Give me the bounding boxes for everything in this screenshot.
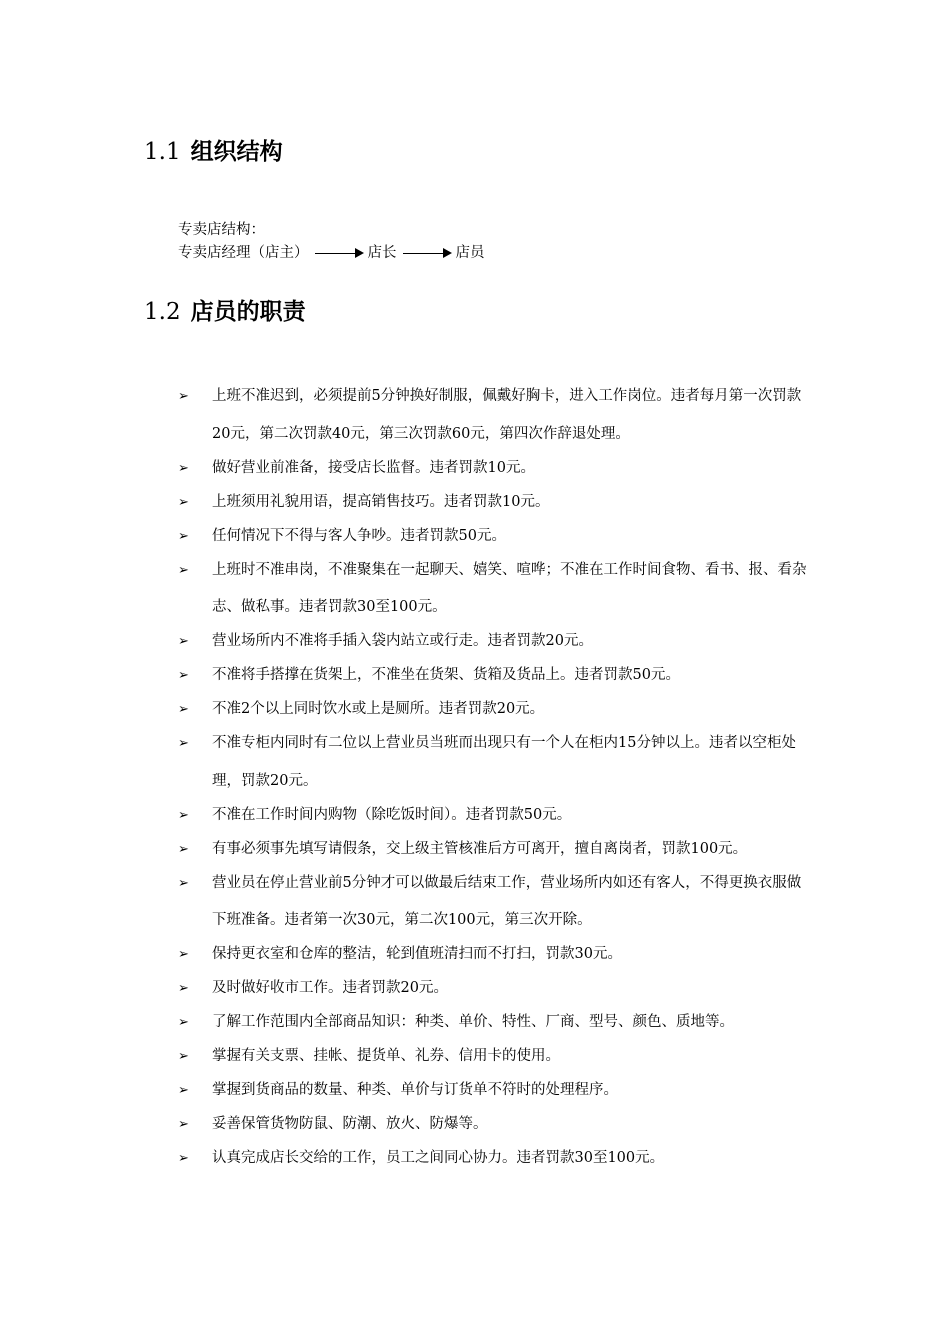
arrow-bullet-icon: ➢ xyxy=(178,875,189,891)
list-item xyxy=(178,1140,810,1178)
arrow-bullet-icon: ➢ xyxy=(178,1083,189,1098)
duty-text: 不准在工作时间内购物（除吃饭时间）。违者罚款50元。 xyxy=(212,806,572,823)
arrow-bullet-icon: ➢ xyxy=(178,947,189,962)
duty-text: 任何情况下不得与客人争吵。违者罚款50元。 xyxy=(212,527,506,544)
duty-text: 认真完成店长交给的工作，员工之间同心协力。违者罚款30至100元。 xyxy=(212,1150,665,1166)
arrow-bullet-icon: ➢ xyxy=(178,460,189,476)
arrow-bullet-icon: ➢ xyxy=(178,668,189,683)
arrow-bullet-icon: ➢ xyxy=(178,494,189,510)
arrow-bullet-icon: ➢ xyxy=(178,562,189,578)
section-heading-org-structure xyxy=(144,138,283,166)
section-number: 1.1 xyxy=(144,139,181,165)
duty-text: 营业员在停止营业前5分钟才可以做最后结束工作，营业场所内如还有客人，不得更换衣服做下班准备。违者第一次30元，第二次100元，第三次开除。 xyxy=(212,874,802,928)
section-number: 1.2 xyxy=(144,299,181,325)
arrow-bullet-icon: ➢ xyxy=(178,1151,189,1166)
duty-text: 及时做好收市工作。违者罚款20元。 xyxy=(212,980,448,996)
arrow-bullet-icon: ➢ xyxy=(178,389,189,404)
arrow-bullet-icon: ➢ xyxy=(178,1117,189,1132)
list-item xyxy=(178,1072,810,1110)
section-title: 店员的职责 xyxy=(190,299,306,325)
duty-text: 营业场所内不准将手插入袋内站立或行走。违者罚款20元。 xyxy=(212,633,593,649)
list-item xyxy=(178,657,810,695)
arrow-bullet-icon: ➢ xyxy=(178,634,189,649)
duty-text: 做好营业前准备，接受店长监督。违者罚款10元。 xyxy=(212,459,535,476)
list-item xyxy=(178,725,810,800)
list-item xyxy=(178,970,810,1008)
arrow-bullet-icon: ➢ xyxy=(178,807,189,823)
list-item xyxy=(178,1106,810,1144)
duties-list xyxy=(178,378,810,1174)
list-item xyxy=(178,378,810,453)
duty-text: 不准2个以上同时饮水或上是厕所。违者罚款20元。 xyxy=(212,701,545,717)
list-item xyxy=(178,623,810,661)
duty-text: 妥善保管货物防鼠、防潮、放火、防爆等。 xyxy=(212,1116,488,1132)
list-item xyxy=(178,552,810,627)
duty-text: 掌握到货商品的数量、种类、单价与订货单不符时的处理程序。 xyxy=(212,1082,618,1098)
right-arrow-icon xyxy=(403,248,452,258)
arrow-bullet-icon: ➢ xyxy=(178,702,189,717)
list-item xyxy=(178,691,810,729)
list-item xyxy=(178,831,810,869)
list-item xyxy=(178,1038,810,1076)
section-heading-clerk-duties xyxy=(144,298,306,326)
duty-text: 上班须用礼貌用语，提高销售技巧。违者罚款10元。 xyxy=(212,493,550,510)
section-title: 组织结构 xyxy=(190,139,283,165)
right-arrow-icon xyxy=(315,248,364,258)
org-role-clerk: 店员 xyxy=(455,245,485,261)
arrow-bullet-icon: ➢ xyxy=(178,1049,189,1064)
duty-text: 上班时不准串岗，不准聚集在一起聊天、嬉笑、喧哗；不准在工作时间食物、看书、报、看杂志、做私事。违者罚款30至100元。 xyxy=(212,561,807,615)
arrow-bullet-icon: ➢ xyxy=(178,841,189,857)
org-structure-caption: 专卖店结构： xyxy=(178,222,265,238)
list-item xyxy=(178,450,810,488)
duty-text: 上班不准迟到，必须提前5分钟换好制服，佩戴好胸卡，进入工作岗位。违者每月第一次罚款20元，第二次罚款40元，第三次罚款60元，第四次作辞退处理。 xyxy=(212,388,802,442)
list-item xyxy=(178,1004,810,1042)
arrow-bullet-icon: ➢ xyxy=(178,736,189,751)
duty-text: 有事必须事先填写请假条，交上级主管核准后方可离开，擅自离岗者，罚款100元。 xyxy=(212,840,748,857)
list-item xyxy=(178,936,810,974)
arrow-bullet-icon: ➢ xyxy=(178,981,189,996)
arrow-bullet-icon: ➢ xyxy=(178,1015,189,1030)
arrow-bullet-icon: ➢ xyxy=(178,528,189,544)
list-item xyxy=(178,797,810,835)
list-item xyxy=(178,484,810,522)
duty-text: 不准将手搭撑在货架上，不准坐在货架、货箱及货品上。违者罚款50元。 xyxy=(212,667,680,683)
duty-text: 保持更衣室和仓库的整洁，轮到值班清扫而不打扫，罚款30元。 xyxy=(212,946,622,962)
duty-text: 了解工作范围内全部商品知识：种类、单价、特性、厂商、型号、颜色、质地等。 xyxy=(212,1014,734,1030)
org-role-manager: 专卖店经理（店主） xyxy=(178,245,309,261)
org-role-store-manager: 店长 xyxy=(367,245,397,261)
duty-text: 不准专柜内同时有二位以上营业员当班而出现只有一个人在柜内15分钟以上。违者以空柜处理，罚款20元。 xyxy=(212,735,796,789)
org-structure-chain xyxy=(178,243,485,263)
list-item xyxy=(178,518,810,556)
duty-text: 掌握有关支票、挂帐、提货单、礼券、信用卡的使用。 xyxy=(212,1048,560,1064)
list-item xyxy=(178,865,810,940)
